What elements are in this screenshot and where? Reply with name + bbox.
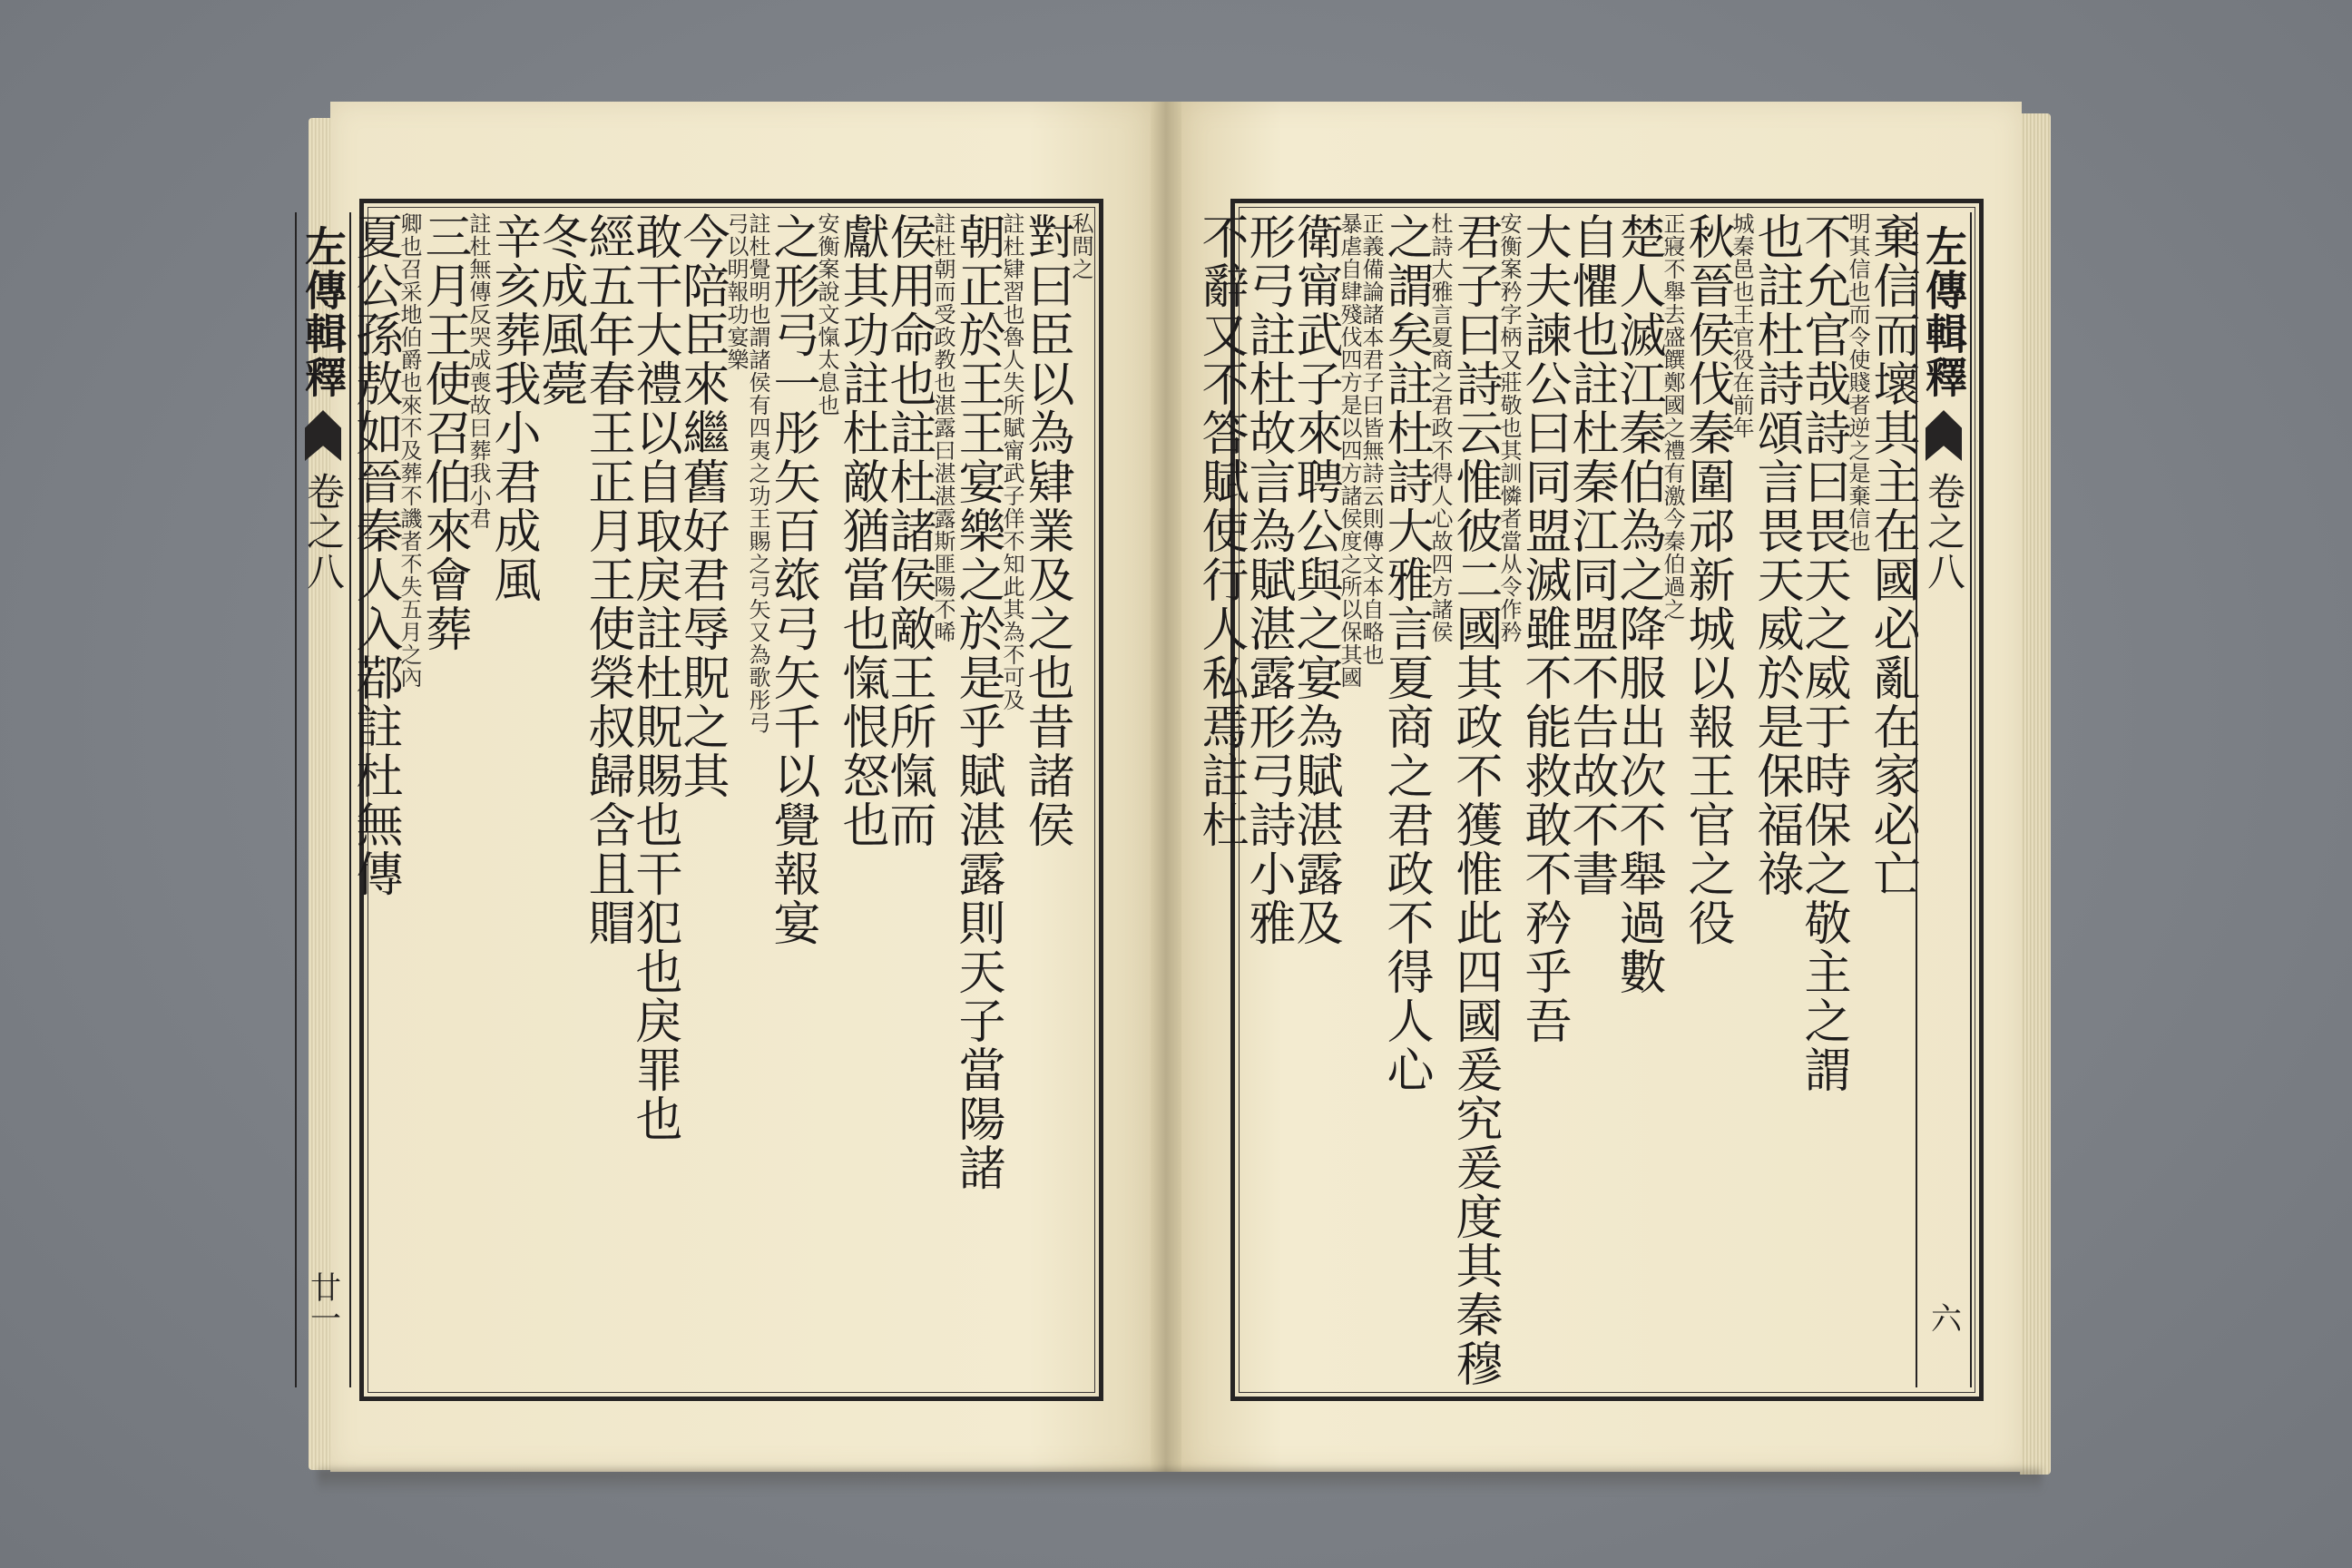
left-text-column: 獻其功註杜敵猶當也愾恨怒也 [834, 212, 888, 849]
right-page-heart-juan: 卷之八 [1922, 472, 1966, 592]
left-text-column: 註杜覺明也謂諸侯有四夷之功王賜之弓矢又為歌彤弓 [745, 212, 770, 734]
right-text-column: 杜詩大雅言夏商之君政不得人心故四方諸侯 [1427, 212, 1453, 643]
right-text-column: 正義備論諸本君子曰皆無詩云則傳文本自略也 [1358, 212, 1384, 666]
left-text-column: 敢干大禮以自取戾註杜貺賜也干犯也戾罪也 [627, 212, 681, 1143]
right-text-column: 也註杜詩頌言畏天威於是保福祿 [1749, 212, 1803, 898]
right-text-column: 棄信而壞其主在國必亂在家必亡 [1865, 212, 1919, 898]
right-page-heart [1916, 212, 1972, 1387]
left-page-folio-number: 廿一 [304, 1271, 341, 1333]
left-text-column: 朝正於王王宴樂之於是乎賦湛露則天子當陽諸 [950, 212, 1004, 1192]
right-text-column: 不辭又不答賦使行人私焉註杜 [1193, 212, 1248, 849]
right-text-column: 秋晉侯伐秦圍邧新城以報王官之役 [1680, 212, 1734, 947]
right-text-column: 明其信也而令使賤者逆之是棄信也 [1845, 212, 1870, 553]
left-page-text-columns [299, 212, 1093, 1387]
right-page-text-columns [1193, 212, 1972, 1388]
fish-tail-mark-icon [305, 410, 341, 461]
left-text-column: 註杜朝而受政教也湛露曰湛湛露斯匪陽不晞 [930, 212, 956, 643]
left-page-heart-title: 左傳輯釋 [299, 225, 348, 399]
left-text-column: 三月王使召伯來會葬 [416, 212, 471, 653]
open-book [299, 91, 2051, 1493]
left-text-column: 冬成風薨 [533, 212, 587, 408]
right-text-column: 不允官哉詩曰畏天之威于時保之敬主之謂 [1796, 212, 1850, 1094]
left-text-column: 夏公孫敖如晉秦人入鄀註杜無傳 [348, 212, 402, 898]
left-text-column: 侯用命也註杜諸侯敵王所愾而 [881, 212, 936, 849]
left-text-column: 安衡案說文愾太息也 [814, 212, 839, 416]
right-page-heart-title: 左傳輯釋 [1919, 225, 1968, 399]
right-text-column: 形弓註杜故言為賦湛露形弓詩小雅 [1240, 212, 1295, 947]
right-text-column: 衛甯武子來聘公與之宴為賦湛露及 [1288, 212, 1342, 947]
left-page-frame [299, 199, 1103, 1401]
left-text-column: 對曰臣以為肄業及之也昔諸侯 [1019, 212, 1073, 849]
left-text-column: 註杜肄習也魯人失所賦甯武子佯不知此其為不可及 [999, 212, 1024, 711]
fish-tail-mark-icon [1926, 410, 1962, 461]
right-page-folio-number: 六 [1925, 1302, 1962, 1333]
right-text-column: 之謂矣註杜詩大雅言夏商之君政不得人心 [1378, 212, 1433, 1094]
left-page-heart [295, 212, 351, 1387]
left-text-column: 經五年春王正月王使榮叔歸含且賵 [580, 212, 634, 947]
right-page-frame [1193, 199, 1984, 1401]
left-text-column: 私問之 [1068, 212, 1093, 280]
right-text-column: 安衡案矜字柄又莊敬也其訓憐者當从令作矜 [1496, 212, 1522, 643]
left-page [299, 102, 1152, 1472]
left-text-column: 之形弓一彤矢百玈弓矢千以覺報宴 [765, 212, 819, 947]
left-text-column: 卿也召采地伯爵也來不及葬不譏者不失五月之內 [397, 212, 422, 689]
left-text-column: 辛亥葬我小君成風 [485, 212, 540, 604]
right-text-column: 正寢不舉去盛饌鄭國之禮有激今秦伯過之 [1660, 212, 1685, 621]
left-page-heart-juan: 卷之八 [301, 472, 346, 592]
left-text-column: 弓以明報功宴樂 [723, 212, 749, 371]
right-text-column: 暴虐自肆殘伐四方是以四方諸侯度之所以保其國 [1337, 212, 1362, 689]
right-text-column: 自懼也註杜秦江同盟不告故不書 [1563, 212, 1618, 898]
right-page [1181, 102, 2022, 1472]
right-text-column: 楚人滅江秦伯為之降服出次不舉過數 [1611, 212, 1665, 996]
right-text-column: 君子曰詩云惟彼二國其政不獲惟此四國爰究爰度其秦穆 [1447, 212, 1502, 1388]
book-gutter [1151, 102, 1181, 1472]
right-page-edges [2020, 113, 2051, 1475]
right-text-column: 大夫諫公曰同盟滅雖不能救敢不矜乎吾 [1516, 212, 1571, 1045]
book-shadow [318, 1469, 2042, 1493]
left-text-column: 今陪臣來繼舊好君辱貺之其 [674, 212, 729, 800]
left-text-column: 註杜無傳反哭成喪故曰葬我小君 [466, 212, 491, 530]
right-text-column: 城秦邑也王官役在前年 [1729, 212, 1754, 439]
